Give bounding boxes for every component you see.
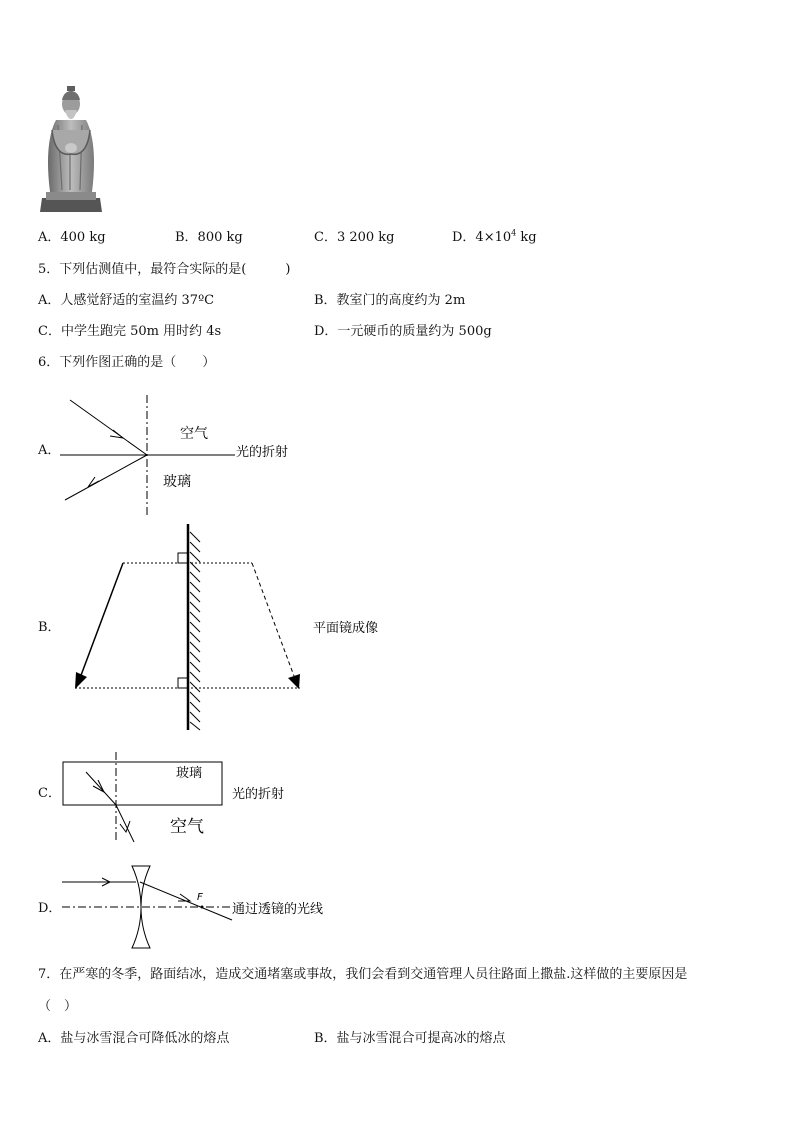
q6-d-focus-label: F <box>197 892 203 903</box>
q6-d-diagram <box>60 862 350 952</box>
statue-image <box>38 80 104 215</box>
q6-a-diagram <box>55 390 305 520</box>
q6-b-label[interactable]: B． <box>38 620 61 635</box>
q6-a-label[interactable]: A． <box>38 443 61 458</box>
q7-option-b[interactable]: B．盐与冰雪混合可提高冰的熔点 <box>314 1031 506 1046</box>
q7-option-a[interactable]: A．盐与冰雪混合可降低冰的熔点 <box>38 1031 230 1046</box>
q6-c-diagram <box>60 750 320 845</box>
q5-option-b[interactable]: B．教室门的高度约为 2m <box>314 293 466 308</box>
q6-a-air-label: 空气 <box>180 426 208 442</box>
q6-c-caption: 光的折射 <box>232 787 285 802</box>
q5-option-d[interactable]: D．一元硬币的质量约为 500g <box>314 324 492 339</box>
q6-d-caption: 通过透镜的光线 <box>232 902 324 917</box>
q4-option-d-unit: kg <box>516 230 537 245</box>
q5-option-c[interactable]: C．中学生跑完 50m 用时约 4s <box>38 324 222 339</box>
q4-option-a[interactable]: A．400 kg <box>38 230 106 245</box>
q7-stem: 7．在严寒的冬季，路面结冰，造成交通堵塞或事故，我们会看到交通管理人员往路面上撒盐.这样做的主要原因是 <box>38 967 688 982</box>
q4-option-d[interactable] <box>452 230 537 246</box>
q4-option-c[interactable]: C．3 200 kg <box>314 230 395 245</box>
q4-option-b[interactable]: B．800 kg <box>175 230 243 245</box>
q6-c-glass-label: 玻璃 <box>176 766 203 781</box>
q4-option-d-prefix: D．4×10 <box>452 230 512 245</box>
q6-b-diagram <box>65 520 395 735</box>
q4-option-d-exponent: 4 <box>511 228 517 238</box>
q6-c-label[interactable]: C． <box>38 786 61 801</box>
q6-c-air-label: 空气 <box>170 817 204 837</box>
q5-stem: 5．下列估测值中，最符合实际的是( ) <box>38 262 291 277</box>
statue-drawing <box>38 80 104 215</box>
q6-d-label[interactable]: D． <box>38 901 62 916</box>
q7-stem-bracket: （ ） <box>38 999 78 1014</box>
q6-a-glass-label: 玻璃 <box>163 474 191 490</box>
q6-b-caption: 平面镜成像 <box>313 621 379 636</box>
q6-stem: 6．下列作图正确的是（ ） <box>38 355 216 370</box>
q5-option-a[interactable]: A．人感觉舒适的室温约 37ºC <box>38 293 215 308</box>
q6-a-caption: 光的折射 <box>236 445 289 460</box>
